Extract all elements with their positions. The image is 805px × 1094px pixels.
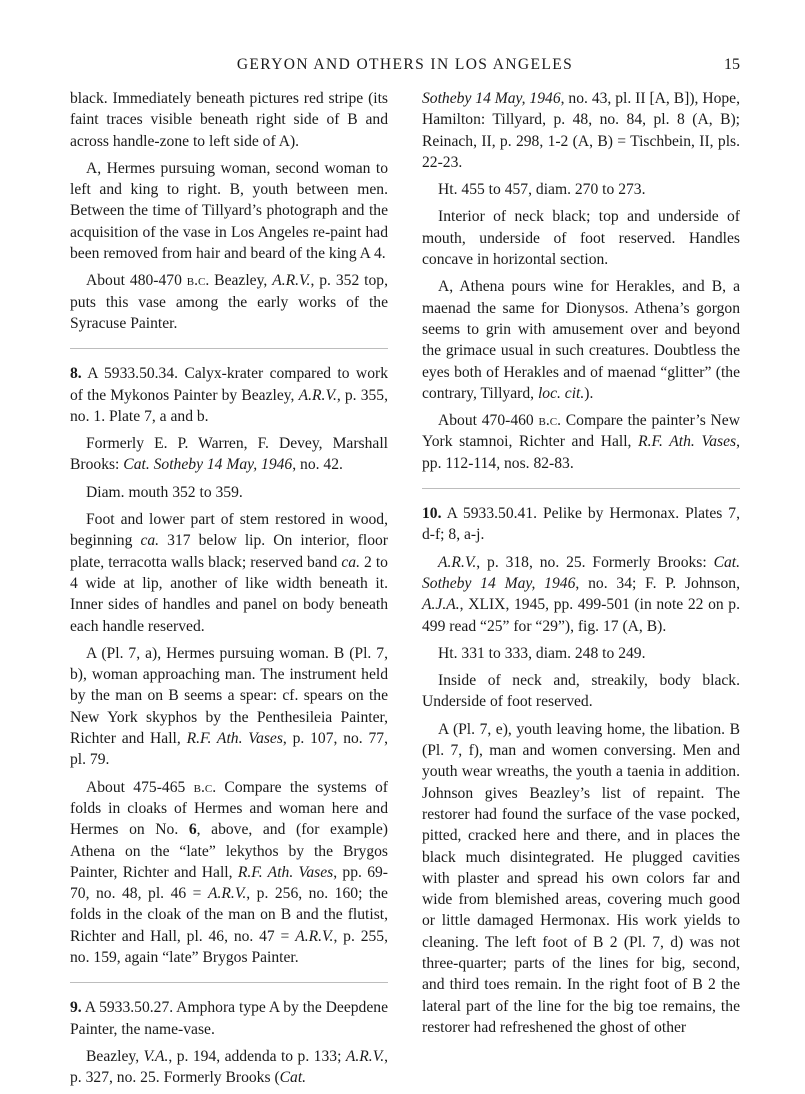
- paragraph: A, Hermes pursuing woman, second woman to left and king to right. B, youth between men. Between the time of Tillyard’s photograph and the acquisition of the vase in Los Angeles re-paint had been removed from hair and beard of the king A 4.: [70, 159, 388, 263]
- entry-number: 9.: [70, 999, 82, 1017]
- paragraph: A (Pl. 7, a), Hermes pursuing woman. B (Pl. 7, b), woman approaching man. The instrument held by the man on B seems a spear: cf. spears on the New York skyphos by the Penthesileia Painter, Richter and Hall, R.F. Ath. Vases, p. 107, no. 77, pl. 79.: [70, 644, 388, 769]
- paragraph: Inside of neck and, streakily, body black. Underside of foot reserved.: [422, 672, 740, 711]
- paragraph: Ht. 331 to 333, diam. 248 to 249.: [438, 644, 646, 662]
- paragraph: Formerly E. P. Warren, F. Devey, Marshall Brooks: Cat. Sotheby 14 May, 1946, no. 42.: [70, 435, 388, 474]
- paragraph: Sotheby 14 May, 1946, no. 43, pl. II [A, B]), Hope, Hamilton: Tillyard, p. 48, no. 84, pl. 8 (A, B); Reinach, II, p. 298, 1-2 (A, B) = Tischbein, II, pls. 22-23.: [422, 90, 740, 171]
- paragraph: About 475-465 b.c. Compare the systems of folds in cloaks of Hermes and woman here and Hermes on No. 6, above, and (for example) Athena on the “late” lekythos by the Brygos Painter, Richter and Hall, R.F. Ath. Vases, pp. 69-70, no. 48, pl. 46 = A.R.V., p. 256, no. 160; the folds in the cloak of the man on B and the flutist, Richter and Hall, pl. 46, no. 47 = A.R.V., p. 255, no. 159, again “late” Brygos Painter.: [70, 778, 388, 966]
- paragraph: About 470-460 b.c. Compare the painter’s New York stamnoi, Richter and Hall, R.F. Ath. Vases, pp. 112-114, nos. 82-83.: [422, 412, 741, 472]
- paragraph: black. Immediately beneath pictures red stripe (its faint traces visible beneath right side of B and across handle-zone to left side of A).: [70, 90, 388, 150]
- left-column: [70, 88, 388, 1094]
- entry-number: 8.: [70, 365, 82, 383]
- paragraph: A (Pl. 7, e), youth leaving home, the libation. B (Pl. 7, f), man and women conversing. Men and youth wear wreaths, the youth a taenia in addition. Johnson gives Beazley’s list of repaint. The restorer had found the surface of the vase pocked, pitted, cracked here and there, and in places the black much disintegrated. He plugged cavities with plaster and spread his own colors far and wide from blemished areas, covering much good or little damaged Hermonax. His work yields to cleaning. The left foot of B 2 (Pl. 7, d) was not three-quarter; parts of the lines for big, second, and third toes remain. In the right foot of B 2 the lateral part of the line for the big toe remains, the restorer had refreshened the ghost of other: [422, 720, 740, 1036]
- paragraph: A, Athena pours wine for Herakles, and B, a maenad the same for Dionysos. Athena’s gorgon seems to grin with amusement over and beyond the grimace usual in such creatures. Doubtless the eyes both of Herakles and of maenad “glitter” (the contrary, Tillyard, loc. cit.).: [422, 278, 740, 402]
- right-column: [422, 88, 740, 1044]
- paragraph: Beazley, V.A., p. 194, addenda to p. 133; A.R.V., p. 327, no. 25. Formerly Brooks (Cat.: [70, 1047, 389, 1087]
- entry-number: 10.: [422, 505, 442, 523]
- paragraph: Diam. mouth 352 to 359.: [86, 483, 243, 501]
- paragraph: About 480-470 b.c. Beazley, A.R.V., p. 352 top, puts this vase among the early works of the Syracuse Painter.: [70, 272, 388, 332]
- paragraph: Interior of neck black; top and underside of mouth, underside of foot reserved. Handles concave in horizontal section.: [422, 208, 740, 269]
- page-header: [70, 56, 740, 78]
- entry-10-heading: 10. A 5933.50.41. Pelike by Hermonax. Plates 7, d-f; 8, a-j.: [422, 488, 740, 546]
- paragraph: Ht. 455 to 457, diam. 270 to 273.: [438, 181, 646, 199]
- page-number: 15: [724, 56, 740, 73]
- running-head: GERYON AND OTHERS IN LOS ANGELES: [236, 56, 574, 73]
- paragraph: Foot and lower part of stem restored in wood, beginning ca. 317 below lip. On interior, floor plate, terracotta walls black; reserved band ca. 2 to 4 wide at lip, another of like width beneath it. Inner sides of handles and panel on body beneath each handle reserved.: [70, 511, 388, 635]
- paragraph: A.R.V., p. 318, no. 25. Formerly Brooks: Cat. Sotheby 14 May, 1946, no. 34; F. P. Johnson, A.J.A., XLIX, 1945, pp. 499-501 (in note 22 on p. 499 read “25” for “29”), fig. 17 (A, B).: [422, 553, 740, 635]
- entry-9-heading: 9. A 5933.50.27. Amphora type A by the Deepdene Painter, the name-vase.: [70, 982, 388, 1040]
- entry-8-heading: 8. A 5933.50.34. Calyx-krater compared to work of the Mykonos Painter by Beazley, A.R.V., p. 355, no. 1. Plate 7, a and b.: [70, 348, 388, 427]
